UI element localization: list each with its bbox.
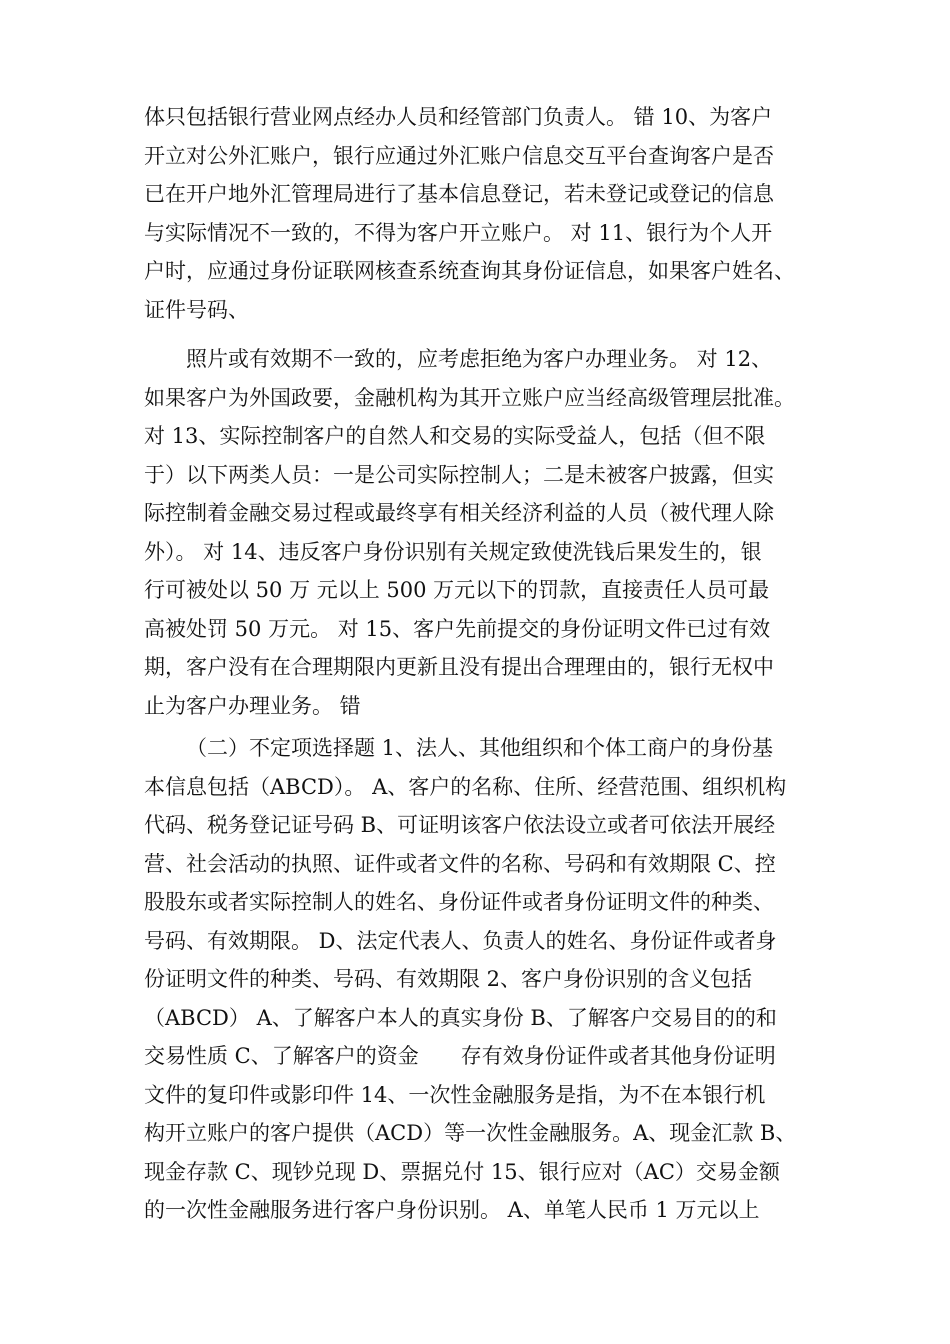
text-line: 体只包括银行营业网点经办人员和经管部门负责人。 错 10、为客户 (144, 105, 773, 129)
text-line: 文件的复印件或影印件 14、一次性金融服务是指，为不在本银行机 (144, 1082, 766, 1107)
text-line: 号码、有效期限。 D、法定代表人、负责人的姓名、身份证件或者身 (144, 928, 777, 953)
text-line: 户时，应通过身份证联网核查系统查询其身份证信息，如果客户姓名、 (144, 259, 795, 283)
text-line: 证件号码、 (144, 297, 249, 322)
text-line: 现金存款 C、现钞兑现 D、票据兑付 15、银行应对（AC）交易金额 (144, 1159, 780, 1184)
text-line: 开立对公外汇账户，银行应通过外汇账户信息交互平台查询客户是否 (144, 143, 774, 168)
text-line: 构开立账户的客户提供（ACD）等一次性金融服务。A、现金汇款 B、 (144, 1121, 797, 1145)
text-line: 的一次性金融服务进行客户身份识别。 A、单笔人民币 1 万元以上 (144, 1198, 760, 1222)
text-line: 期，客户没有在合理期限内更新且没有提出合理理由的，银行无权中 (144, 655, 774, 679)
text-line: 交易性质 C、了解客户的资金 存有效身份证件或者其他身份证明 (144, 1044, 776, 1068)
text-line: 对 13、实际控制客户的自然人和交易的实际受益人，包括（但不限 (144, 424, 766, 448)
text-line: 已在开户地外汇管理局进行了基本信息登记，若未登记或登记的信息 (144, 182, 774, 206)
text-line: 本信息包括（ABCD）。 A、客户的名称、住所、经营范围、组织机构 (144, 774, 787, 799)
text-line: 于）以下两类人员：一是公司实际控制人；二是未被客户披露，但实 (144, 462, 774, 487)
text-line: 外）。 对 14、违反客户身份识别有关规定致使洗钱后果发生的，银 (144, 539, 762, 564)
text-line: 止为客户办理业务。 错 (144, 693, 361, 718)
text-line: 营、社会活动的执照、证件或者文件的名称、号码和有效期限 C、控 (144, 851, 776, 876)
text-line: （二）不定项选择题 1、法人、其他组织和个体工商户的身份基 (186, 736, 774, 760)
text-line: 股股东或者实际控制人的姓名、身份证件或者身份证明文件的种类、 (144, 890, 774, 914)
paragraph-1 (144, 98, 816, 329)
text-line: 照片或有效期不一致的，应考虑拒绝为客户办理业务。 对 12、 (186, 347, 773, 371)
text-line: （ABCD） A、了解客户本人的真实身份 B、了解客户交易目的的和 (144, 1005, 777, 1030)
text-line: 代码、税务登记证号码 B、可证明该客户依法设立或者可依法开展经 (144, 813, 776, 837)
paragraph-3 (144, 729, 816, 1230)
text-line: 高被处罚 50 万元。 对 15、客户先前提交的身份证明文件已过有效 (144, 616, 771, 641)
text-line: 行可被处以 50 万 元以上 500 万元以下的罚款，直接责任人员可最 (144, 578, 770, 602)
paragraph-2 (144, 340, 816, 725)
text-line: 与实际情况不一致的，不得为客户开立账户。 对 11、银行为个人开 (144, 220, 773, 245)
text-line: 际控制着金融交易过程或最终享有相关经济利益的人员（被代理人除 (144, 501, 774, 525)
text-line: 份证明文件的种类、号码、有效期限 2、客户身份识别的含义包括 (144, 967, 753, 991)
text-line: 如果客户为外国政要，金融机构为其开立账户应当经高级管理层批准。 (144, 385, 795, 410)
